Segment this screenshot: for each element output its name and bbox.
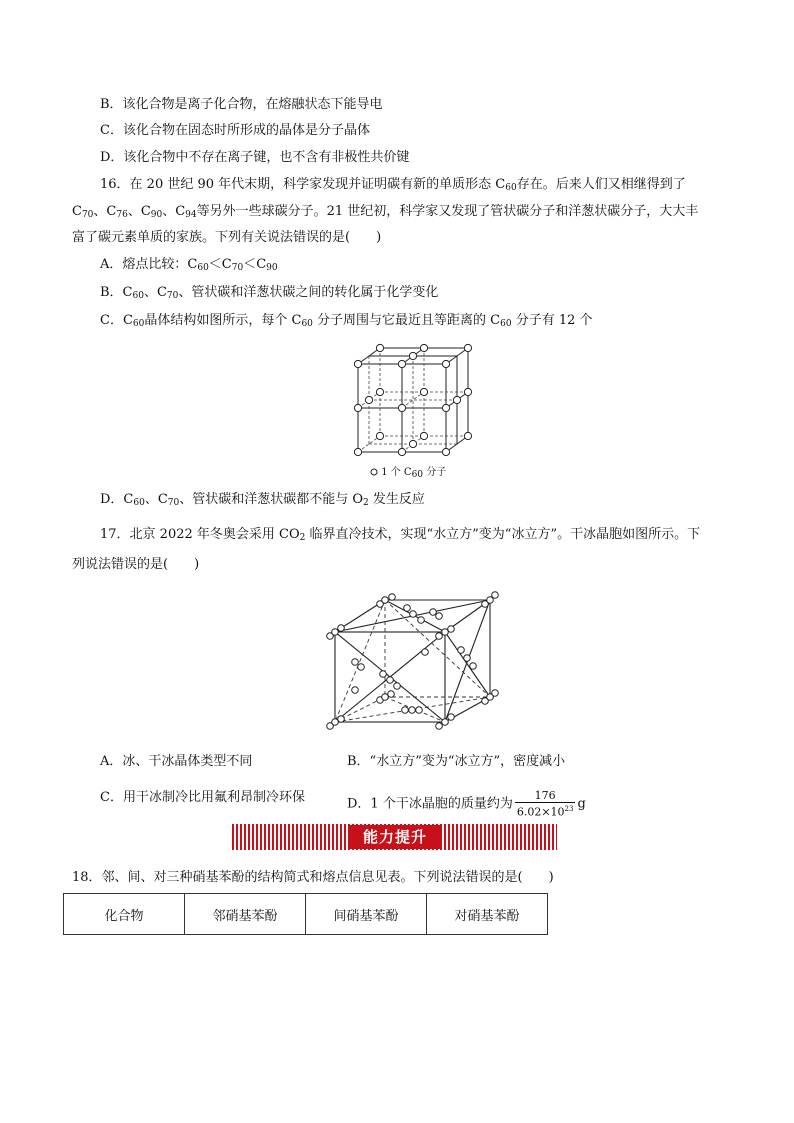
text: C．C <box>100 313 133 328</box>
subscript: 70 <box>231 263 244 273</box>
text: 1 个 C <box>381 467 412 478</box>
q16-stem-text: 存在。后来人们又相继得到了 <box>516 177 686 192</box>
text: C <box>72 204 82 219</box>
c60-diagram-legend <box>370 464 446 482</box>
text: B．C <box>100 285 133 300</box>
text: 、C <box>162 204 186 219</box>
text: ＜C <box>243 257 267 272</box>
q15-option-c: C．该化合物在固态时所形成的晶体是分子晶体 <box>100 123 370 138</box>
text: 6.02×10 <box>516 805 565 819</box>
text: D．1 个干冰晶胞的质量约为 <box>347 796 513 812</box>
q17-stem-line2: 列说法错误的是( ) <box>72 557 200 572</box>
q16-stem-line3: 富了碳元素单质的家族。下列有关说法错误的是( ) <box>72 230 382 245</box>
fraction-numerator: 176 <box>515 789 576 803</box>
q16-option-a <box>100 256 278 274</box>
q16-stem-text: 16．在 20 世纪 90 年代末期，科学家发现并证明碳有新的单质形态 C <box>100 177 506 192</box>
text: ＜C <box>208 257 232 272</box>
circle-legend-icon <box>370 468 378 476</box>
text: A．熔点比较：C <box>100 257 198 272</box>
q16-option-b <box>100 284 438 302</box>
table-header-cell: 化合物 <box>64 894 185 935</box>
subscript: 90 <box>150 210 163 220</box>
text: 、C <box>127 204 151 219</box>
text: 分子有 12 个 <box>511 313 593 328</box>
text: 、管状碳和洋葱状碳都不能与 O <box>179 492 364 507</box>
text: 、C <box>144 492 168 507</box>
text: 等另外一些球碳分子。21 世纪初，科学家又发现了管状碳分子和洋葱状碳分子，大大丰 <box>196 204 699 219</box>
q17-stem-line1 <box>100 526 700 544</box>
subscript: 2 <box>363 498 369 508</box>
q16-stem-line2 <box>72 203 698 221</box>
q15-option-b: B．该化合物是离子化合物，在熔融状态下能导电 <box>100 97 383 112</box>
exponent: 23 <box>564 805 574 813</box>
q15-option-d: D．该化合物中不存在离子键，也不含有非极性共价键 <box>100 150 410 165</box>
text: 、C <box>93 204 117 219</box>
section-banner <box>232 824 557 850</box>
subscript: 90 <box>266 263 278 273</box>
text: 分子 <box>423 467 447 478</box>
fraction-denominator <box>515 803 576 819</box>
subscript: 60 <box>132 319 145 329</box>
text: 分子周围与它最近且等距离的 C <box>312 313 501 328</box>
table-row <box>64 894 548 935</box>
q16-stem-line1 <box>100 176 686 194</box>
dry-ice-unit-cell-diagram <box>325 592 500 732</box>
q17-option-b: B．“水立方”变为“冰立方”，密度减小 <box>347 754 566 769</box>
q17-option-d <box>347 789 586 819</box>
subscript: 60 <box>132 291 144 301</box>
subscript: 76 <box>116 210 128 220</box>
text: 、管状碳和洋葱状碳之间的转化属于化学变化 <box>178 285 439 300</box>
text: 临界直冷技术，实现“水立方”变为“冰立方”。干冰晶胞如图所示。下 <box>305 527 701 542</box>
subscript: 60 <box>500 319 512 329</box>
mass-fraction <box>515 789 576 819</box>
text: 17．北京 2022 年冬奥会采用 CO <box>100 527 300 542</box>
text: 、C <box>143 285 167 300</box>
subscript: 70 <box>166 291 179 301</box>
text: 晶体结构如图所示，每个 C <box>144 313 302 328</box>
subscript: 60 <box>505 183 517 193</box>
unit: g <box>577 796 586 812</box>
subscript: 70 <box>81 210 94 220</box>
subscript: 70 <box>167 498 180 508</box>
q18-stem: 18．邻、间、对三种硝基苯酚的结构简式和熔点信息见表。下列说法错误的是( ) <box>72 870 554 885</box>
subscript: 2 <box>299 533 306 543</box>
subscript: 94 <box>185 210 197 220</box>
subscript: 60 <box>197 263 209 273</box>
banner-title: 能力提升 <box>348 825 442 849</box>
q16-option-d <box>100 491 425 509</box>
subscript: 60 <box>411 470 424 480</box>
q17-option-a: A．冰、干冰晶体类型不同 <box>100 754 253 769</box>
table-header-cell: 对硝基苯酚 <box>427 894 548 935</box>
text: 发生反应 <box>368 492 425 507</box>
table-header-cell: 邻硝基苯酚 <box>185 894 306 935</box>
subscript: 60 <box>301 319 313 329</box>
q16-option-c <box>100 312 593 330</box>
text: D．C <box>100 492 134 507</box>
nitrophenol-table <box>63 893 548 935</box>
subscript: 60 <box>133 498 145 508</box>
q17-option-c: C．用干冰制冷比用氟利昂制冷环保 <box>100 790 305 805</box>
c60-lattice-diagram <box>350 342 470 462</box>
table-header-cell: 间硝基苯酚 <box>306 894 427 935</box>
